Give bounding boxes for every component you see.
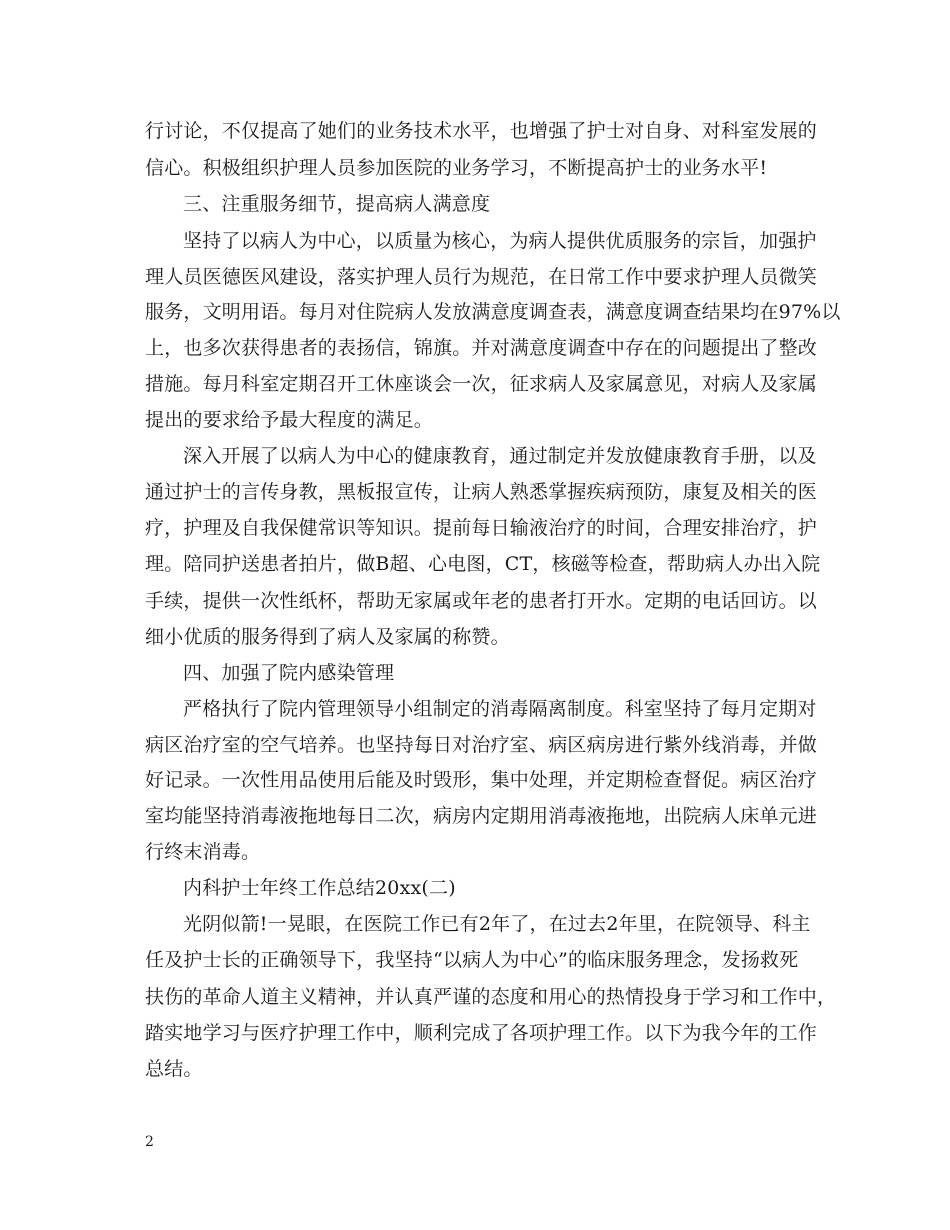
- text-line: 室均能坚持消毒液拖地每日二次，病房内定期用消毒液拖地，出院病人床单元进: [145, 805, 818, 827]
- text-line: 光阴似箭!一晃眼，在医院工作已有2年了，在过去2年里，在院领导、科主: [183, 913, 811, 935]
- section-heading: 三、注重服务细节，提高病人满意度: [183, 193, 491, 215]
- text-line: 行讨论，不仅提高了她们的业务技术水平，也增强了护士对自身、对科室发展的: [145, 120, 818, 142]
- text-line: 深入开展了以病人为中心的健康教育，通过制定并发放健康教育手册，以及: [183, 445, 817, 467]
- text-line: 服务，文明用语。每月对住院病人发放满意度调查表，满意度调查结果均在97%以: [145, 301, 841, 323]
- text-line: 细小优质的服务得到了病人及家属的称赞。: [145, 626, 510, 648]
- text-line: 上，也多次获得患者的表扬信，锦旗。并对满意度调查中存在的问题提出了整改: [145, 337, 818, 359]
- text-line: 信心。积极组织护理人员参加医院的业务学习，不断提高护士的业务水平!: [145, 157, 768, 179]
- section-heading: 四、加强了院内感染管理: [183, 662, 395, 684]
- page-number: 2: [145, 1134, 154, 1150]
- text-line: 提出的要求给予最大程度的满足。: [145, 409, 434, 431]
- text-line: 疗，护理及自我保健常识等知识。提前每日输液治疗的时间，合理安排治疗，护: [145, 517, 818, 539]
- text-line: 好记录。一次性用品使用后能及时毁形，集中处理，并定期检查督促。病区治疗: [145, 769, 818, 791]
- text-line: 踏实地学习与医疗护理工作中，顺利完成了各项护理工作。以下为我今年的工作: [145, 1022, 818, 1044]
- text-line: 扶伤的革命人道主义精神，并认真严谨的态度和用心的热情投身于学习和工作中，: [145, 986, 837, 1008]
- text-line: 行终末消毒。: [145, 841, 261, 863]
- text-line: 理。陪同护送患者拍片，做B超、心电图，CT，核磁等检查，帮助病人办出入院: [145, 553, 821, 575]
- text-line: 理人员医德医风建设，落实护理人员行为规范，在日常工作中要求护理人员微笑: [145, 266, 818, 288]
- text-line: 坚持了以病人为中心，以质量为核心，为病人提供优质服务的宗旨，加强护: [183, 230, 817, 252]
- text-line: 措施。每月科室定期召开工休座谈会一次，征求病人及家属意见，对病人及家属: [145, 373, 818, 395]
- text-line: 严格执行了院内管理领导小组制定的消毒隔离制度。科室坚持了每月定期对: [183, 698, 817, 720]
- text-line: 任及护士长的正确领导下，我坚持“以病人为中心”的临床服务理念，发扬救死: [145, 949, 799, 971]
- text-line: 总结。: [145, 1058, 203, 1080]
- text-line: 手续，提供一次性纸杯，帮助无家属或年老的患者打开水。定期的电话回访。以: [145, 590, 818, 612]
- text-line: 病区治疗室的空气培养。也坚持每日对治疗室、病区病房进行紫外线消毒，并做: [145, 734, 818, 756]
- text-line: 通过护士的言传身教，黑板报宣传，让病人熟悉掌握疾病预防，康复及相关的医: [145, 481, 818, 503]
- document-subtitle: 内科护士年终工作总结20xx(二): [183, 877, 456, 899]
